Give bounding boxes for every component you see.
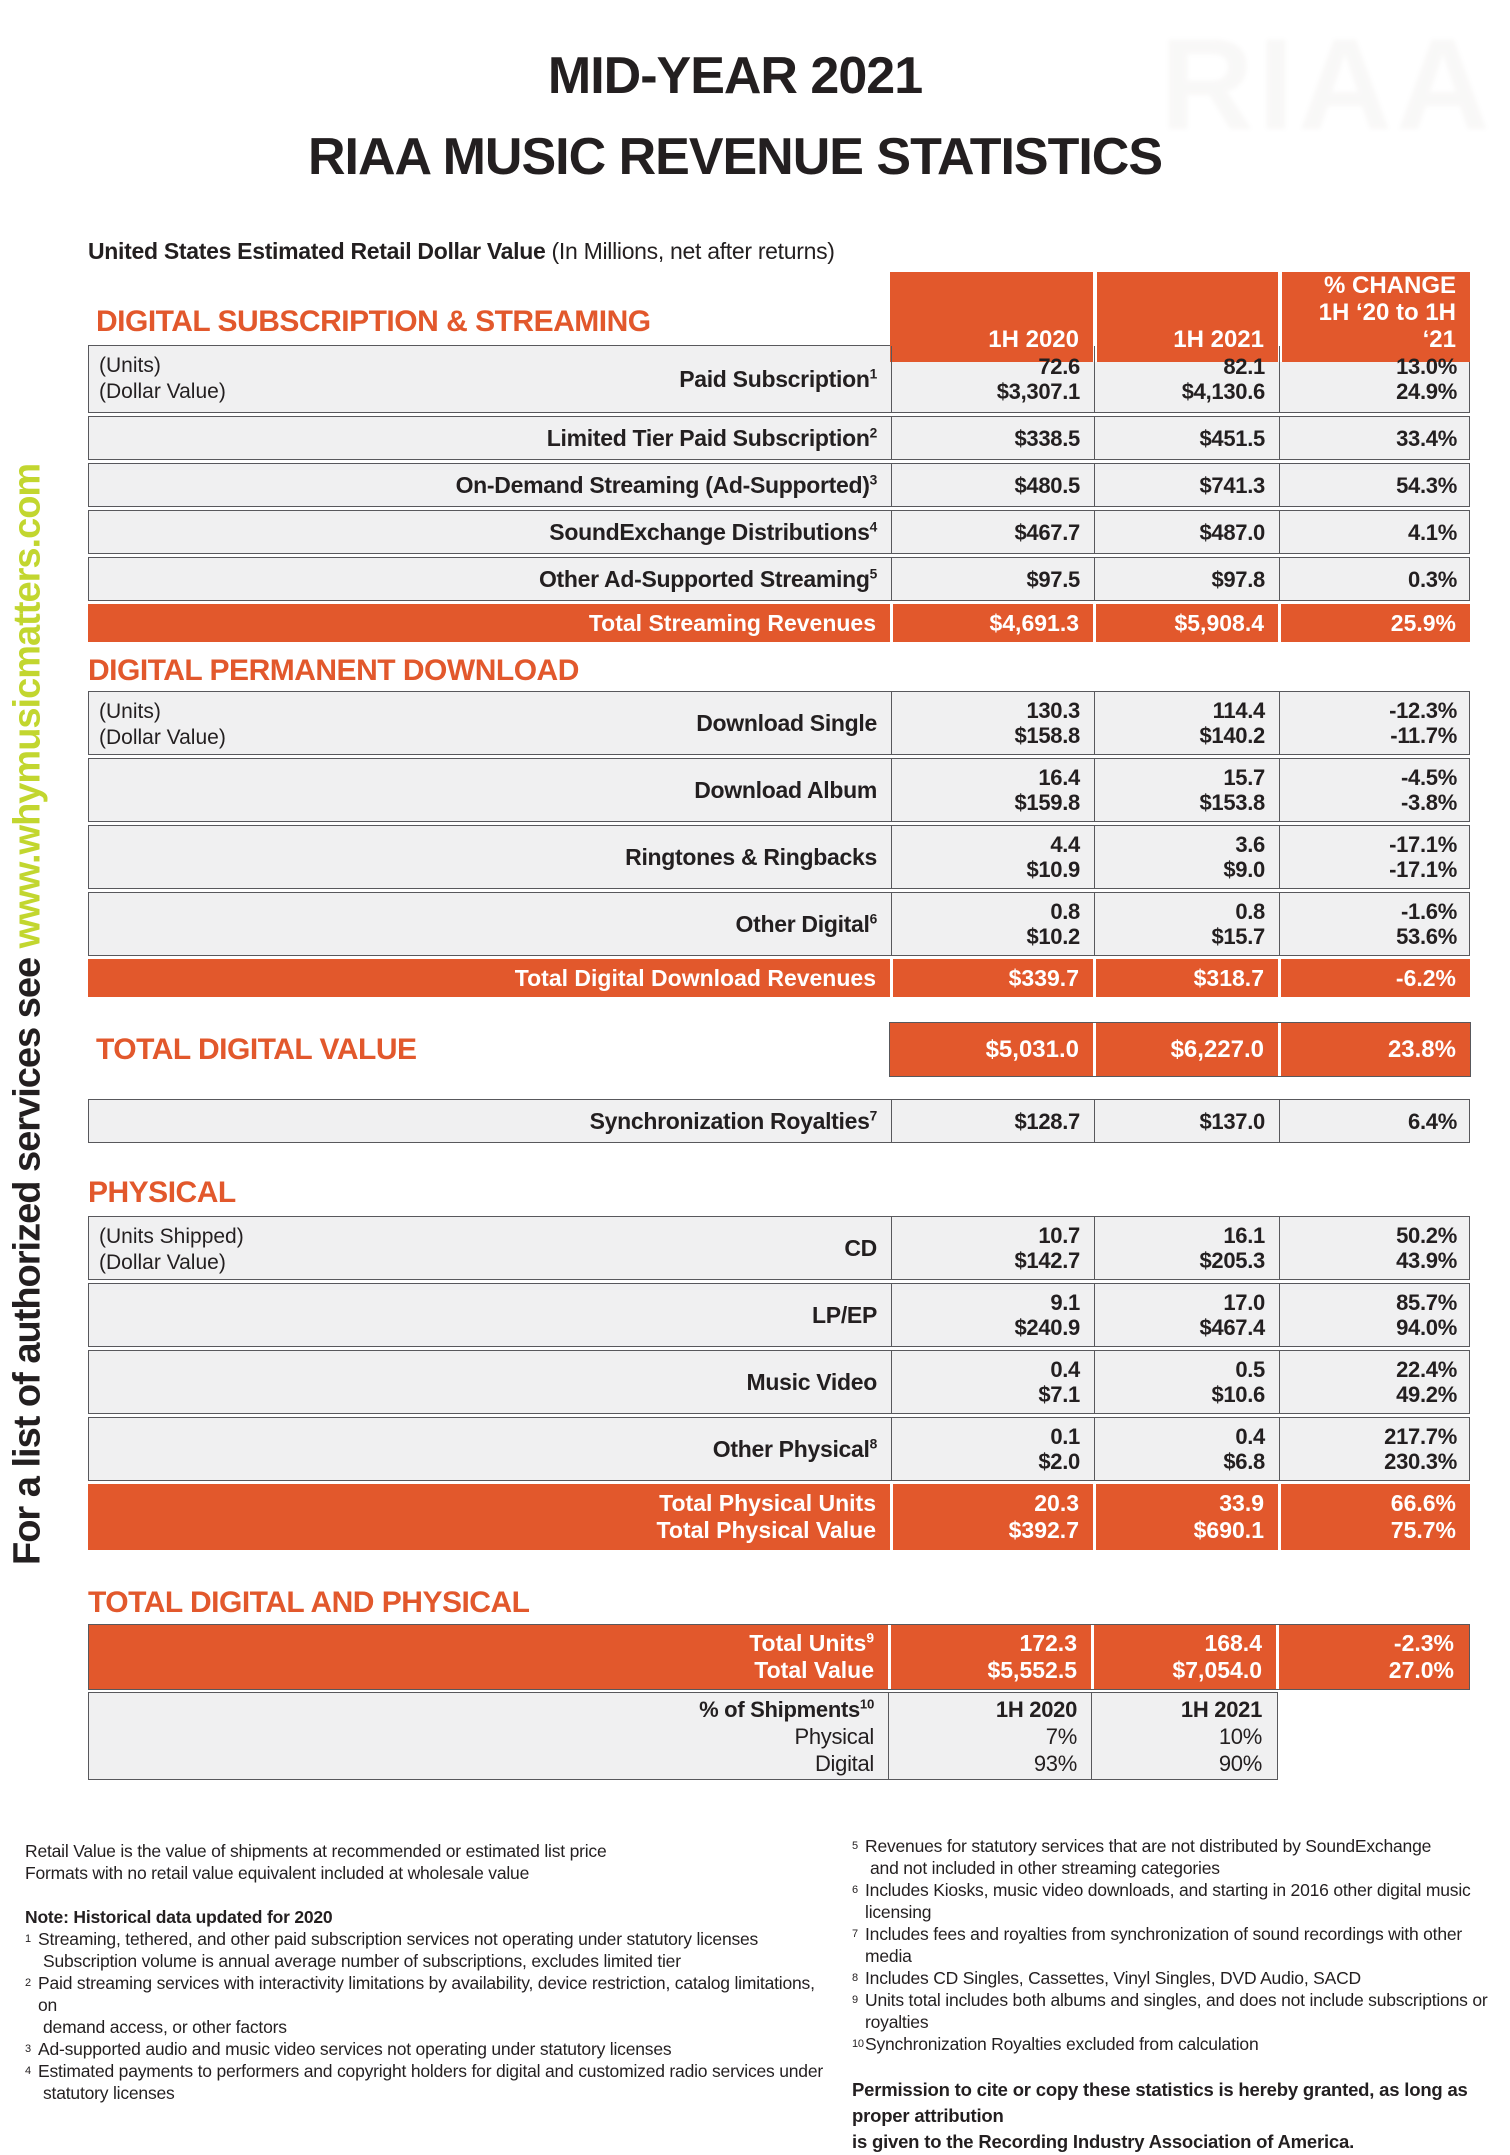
footnote-1: 1 Streaming, tethered, and other paid subscription services not operating under statutory licenses Subscription volume is annual average number of subscriptions, excludes limited tier xyxy=(25,1929,759,1971)
cell-1h2020: 0.8 $10.2 xyxy=(891,893,1094,955)
cell-1h2021: 15.7 $153.8 xyxy=(1094,759,1279,821)
cell-pct-change: 25.9% xyxy=(1278,604,1470,642)
cell-pct-change: -1.6% 53.6% xyxy=(1279,893,1471,955)
column-header-1h2021: 1H 2021 xyxy=(1093,272,1278,362)
row-other-ad-supported xyxy=(88,557,1470,601)
cell-1h2020: 0.4 $7.1 xyxy=(891,1351,1094,1413)
cell-1h2020: $128.7 xyxy=(891,1100,1094,1142)
row-label-cell: Synchronization Royalties$^7$ xyxy=(589,1107,877,1134)
row-label-cell: SoundExchange Distributions$^4$ xyxy=(549,518,877,545)
cell-pct-change: -17.1% -17.1% xyxy=(1279,826,1471,888)
subtitle-rest: (In Millions, net after returns) xyxy=(545,238,835,264)
cell-1h2021: 114.4 $140.2 xyxy=(1094,692,1279,754)
cell-1h2020: 72.6 $3,307.1 xyxy=(891,346,1094,412)
row-pct-of-shipments xyxy=(88,1692,1278,1780)
section-title-download: DIGITAL PERMANENT DOWNLOAD xyxy=(88,654,579,687)
footnote-7: 7 Includes fees and royalties from synchronization of sound recordings with other media xyxy=(852,1924,1463,1966)
cell-1h2020: $339.7 xyxy=(890,959,1093,997)
footnotes-left-column xyxy=(25,1840,825,2104)
cell-1h2020: $338.5 xyxy=(891,417,1094,459)
cell-1h2020: 9.1 $240.9 xyxy=(891,1284,1094,1346)
row-label-cell: Other Ad-Supported Streaming$^5$ xyxy=(538,565,877,592)
footnote-4: 4 Estimated payments to performers and copyright holders for digital and customized radio services under statutory licenses xyxy=(25,2061,823,2103)
row-total-digital-download xyxy=(88,959,1470,997)
row-total-physical xyxy=(88,1484,1470,1550)
title-line-2: RIAA MUSIC REVENUE STATISTICS xyxy=(307,128,1163,186)
cell-1h2021: 1H 2021 10% 90% xyxy=(1091,1693,1276,1779)
cell-1h2021: 16.1 $205.3 xyxy=(1094,1217,1279,1279)
sidebar-vertical-text xyxy=(2,200,54,1565)
row-soundexchange xyxy=(88,510,1470,554)
row-other-digital xyxy=(88,892,1470,956)
row-label-cell: Limited Tier Paid Subscription$^2$ xyxy=(546,424,877,451)
cell-pct-change: 33.4% xyxy=(1279,417,1471,459)
cell-1h2020: $4,691.3 xyxy=(890,604,1093,642)
footnote-9: 9 Units total includes both albums and singles, and does not include subscriptions or royalties xyxy=(852,1990,1488,2032)
row-label-cell: On-Demand Streaming (Ad-Supported)$^3$ xyxy=(455,471,877,498)
row-label-cell: Music Video xyxy=(746,1368,877,1395)
row-label-cell: Download Album xyxy=(694,776,877,803)
retail-value-note: Retail Value is the value of shipments at recommended or estimated list price xyxy=(25,1841,607,1861)
tables-area xyxy=(88,272,1470,1780)
section-download-header xyxy=(88,654,1470,688)
cell-pct-change: -6.2% xyxy=(1278,959,1470,997)
footnote-2: 2 Paid streaming services with interactivity limitations by availability, device restriction, catalog limitations, on demand access, or other factors xyxy=(25,1973,815,2037)
historical-data-note: Note: Historical data updated for 2020 xyxy=(25,1907,333,1927)
cell-1h2020: 10.7 $142.7 xyxy=(891,1217,1094,1279)
cell-1h2021: $97.8 xyxy=(1094,558,1279,600)
section-streaming-header xyxy=(88,272,1470,353)
row-cd xyxy=(88,1216,1470,1280)
cell-1h2020: 16.4 $159.8 xyxy=(891,759,1094,821)
cell-1h2020: 1H 2020 7% 93% xyxy=(888,1693,1091,1779)
row-label-cell: Ringtones & Ringbacks xyxy=(625,843,877,870)
section-physical-header xyxy=(88,1176,1470,1210)
row-limited-tier xyxy=(88,416,1470,460)
cell-1h2021: 17.0 $467.4 xyxy=(1094,1284,1279,1346)
row-ringtones-ringbacks xyxy=(88,825,1470,889)
cell-1h2020: 130.3 $158.8 xyxy=(891,692,1094,754)
row-download-album xyxy=(88,758,1470,822)
cell-pct-change: -12.3% -11.7% xyxy=(1279,692,1471,754)
footnote-8: 8 Includes CD Singles, Cassettes, Vinyl Singles, DVD Audio, SACD xyxy=(852,1968,1361,1988)
cell-1h2020: 20.3 $392.7 xyxy=(890,1484,1093,1550)
cell-1h2021: $6,227.0 xyxy=(1093,1023,1278,1076)
column-header-1h2020: 1H 2020 xyxy=(890,272,1093,362)
cell-pct-change: 85.7% 94.0% xyxy=(1279,1284,1471,1346)
cell-1h2021: $318.7 xyxy=(1093,959,1278,997)
row-on-demand-streaming xyxy=(88,463,1470,507)
cell-1h2021: $451.5 xyxy=(1094,417,1279,459)
total-label-cell: Total Digital Download Revenues xyxy=(514,964,876,991)
cell-pct-change: 22.4% 49.2% xyxy=(1279,1351,1471,1413)
row-total-units-value xyxy=(88,1624,1470,1690)
units-dollar-note: (Units) (Dollar Value) xyxy=(99,700,226,749)
cell-pct-change: -2.3% 27.0% xyxy=(1276,1625,1468,1689)
subtitle-bold: United States Estimated Retail Dollar Value xyxy=(88,238,546,264)
units-dollar-note: (Units) (Dollar Value) xyxy=(99,354,226,403)
cell-1h2021: 3.6 $9.0 xyxy=(1094,826,1279,888)
footnote-10: 10 Synchronization Royalties excluded from calculation xyxy=(852,2034,1259,2054)
cell-pct-change: 54.3% xyxy=(1279,464,1471,506)
column-header-pct-change: % CHANGE 1H ‘20 to 1H ‘21 xyxy=(1278,272,1470,362)
row-download-single xyxy=(88,691,1470,755)
cell-1h2020: $467.7 xyxy=(891,511,1094,553)
cell-pct-change: -4.5% -3.8% xyxy=(1279,759,1471,821)
footnote-3: 3 Ad-supported audio and music video services not operating under statutory licenses xyxy=(25,2039,672,2059)
row-lp-ep xyxy=(88,1283,1470,1347)
title-line-1: MID-YEAR 2021 xyxy=(547,47,923,105)
report-title xyxy=(0,36,1470,198)
total-label-cell: Total Units$^9$ Total Value xyxy=(749,1630,874,1683)
report-subtitle xyxy=(88,238,835,265)
riaa-logo-watermark: RIAA xyxy=(1160,11,1494,157)
row-label-cell: (Units Shipped) (Dollar Value) CD xyxy=(99,1225,877,1274)
total-label-cell: Total Physical Units Total Physical Value xyxy=(656,1490,876,1543)
row-label-cell: LP/EP xyxy=(812,1301,877,1328)
cell-pct-change: 50.2% 43.9% xyxy=(1279,1217,1471,1279)
row-label-cell: Other Digital$^6$ xyxy=(735,910,877,937)
section-title-physical: PHYSICAL xyxy=(88,1176,236,1209)
row-music-video xyxy=(88,1350,1470,1414)
section-total-header xyxy=(88,1586,1470,1620)
row-paid-subscription xyxy=(88,345,1470,413)
cell-pct-change: 66.6% 75.7% xyxy=(1278,1484,1470,1550)
cell-1h2020: 0.1 $2.0 xyxy=(891,1418,1094,1480)
section-title-streaming: DIGITAL SUBSCRIPTION & STREAMING xyxy=(96,305,651,338)
cell-1h2020: 172.3 $5,552.5 xyxy=(888,1625,1091,1689)
footnote-5: 5 Revenues for statutory services that are not distributed by SoundExchange and not included in other streaming categories xyxy=(852,1836,1432,1878)
footnotes-right-column xyxy=(852,1835,1502,2155)
cell-1h2020: $480.5 xyxy=(891,464,1094,506)
row-other-physical xyxy=(88,1417,1470,1481)
row-label-cell: Other Physical$^8$ xyxy=(712,1435,877,1462)
total-digital-value-title: TOTAL DIGITAL VALUE xyxy=(96,1032,417,1066)
units-dollar-note: (Units Shipped) (Dollar Value) xyxy=(99,1225,244,1274)
footnote-6: 6 Includes Kiosks, music video downloads, and starting in 2016 other digital music licensing xyxy=(852,1880,1471,1922)
section-title-total-digital-physical: TOTAL DIGITAL AND PHYSICAL xyxy=(88,1586,530,1619)
cell-1h2021: 0.8 $15.7 xyxy=(1094,893,1279,955)
cell-1h2021: 168.4 $7,054.0 xyxy=(1091,1625,1276,1689)
cell-1h2021: $5,908.4 xyxy=(1093,604,1278,642)
cell-1h2021: $741.3 xyxy=(1094,464,1279,506)
cell-1h2021: 0.5 $10.6 xyxy=(1094,1351,1279,1413)
cell-pct-change: 13.0% 24.9% xyxy=(1279,346,1471,412)
sidebar-prefix: For a list of authorized services see xyxy=(6,948,49,1565)
cell-1h2021: 82.1 $4,130.6 xyxy=(1094,346,1279,412)
permission-statement: Permission to cite or copy these statistics is hereby granted, as long as proper attribution is given to the Recording Industry Association of America. xyxy=(852,2079,1468,2152)
row-total-streaming-revenues xyxy=(88,604,1470,642)
cell-pct-change: 6.4% xyxy=(1279,1100,1471,1142)
sidebar-url: www.whymusicmatters.com xyxy=(6,463,49,949)
cell-1h2021: 0.4 $6.8 xyxy=(1094,1418,1279,1480)
cell-1h2021: 33.9 $690.1 xyxy=(1093,1484,1278,1550)
shipments-label-cell: % of Shipments$^{10}$ Physical Digital xyxy=(699,1696,874,1776)
row-synchronization-royalties xyxy=(88,1099,1470,1143)
row-label-cell: (Units) (Dollar Value) Download Single xyxy=(99,700,877,749)
row-label-cell: (Units) (Dollar Value) Paid Subscription$^1$ xyxy=(99,354,877,403)
cell-1h2020: 4.4 $10.9 xyxy=(891,826,1094,888)
cell-pct-change: 4.1% xyxy=(1279,511,1471,553)
total-label-cell: Total Streaming Revenues xyxy=(588,609,876,636)
cell-1h2020: $5,031.0 xyxy=(890,1023,1093,1076)
cell-1h2021: $137.0 xyxy=(1094,1100,1279,1142)
cell-pct-change: 217.7% 230.3% xyxy=(1279,1418,1471,1480)
total-digital-value-band xyxy=(88,1023,1470,1076)
formats-note: Formats with no retail value equivalent included at wholesale value xyxy=(25,1863,530,1883)
cell-1h2021: $487.0 xyxy=(1094,511,1279,553)
cell-1h2020: $97.5 xyxy=(891,558,1094,600)
cell-pct-change: 23.8% xyxy=(1278,1023,1470,1076)
cell-pct-change: 0.3% xyxy=(1279,558,1471,600)
